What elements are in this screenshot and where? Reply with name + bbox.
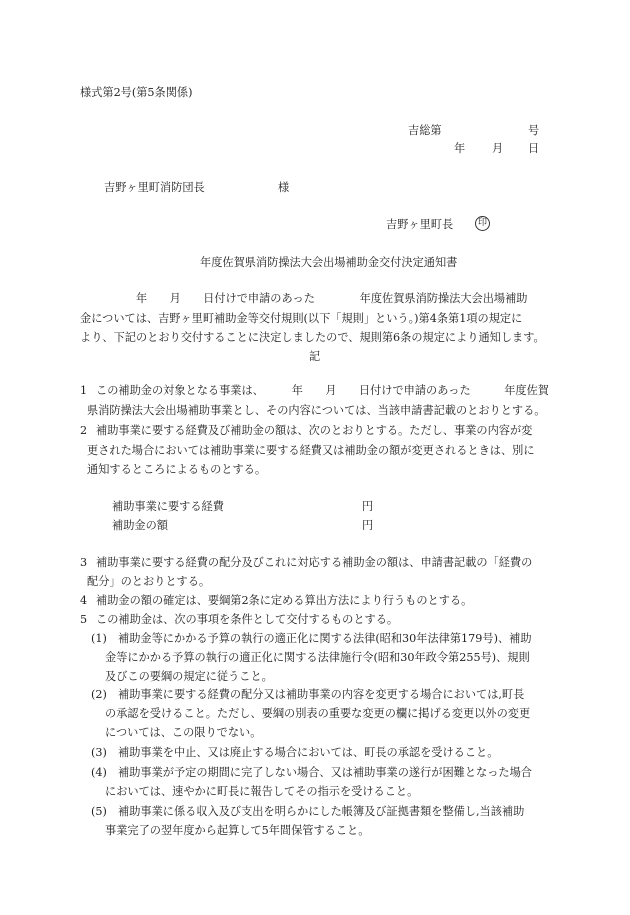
item-1-line-1: この補助金の対象となる事業は、 年 月 日付けで申請のあった 年度佐賀 [96, 384, 549, 397]
form-label: 様式第2号(第5条関係) [80, 86, 193, 99]
item-2-line-1: 補助事業に要する経費及び補助金の額は、次のとおりとする。ただし、事業の内容が変 [96, 424, 533, 437]
condition-2-number: (2) [91, 688, 107, 701]
condition-5-line-2: 事業完了の翌年度から起算して5年間保管すること。 [105, 824, 370, 837]
seal-mark: 印 [475, 216, 490, 231]
item-2-number: 2 [80, 424, 88, 437]
amount-cost-unit: 円 [362, 500, 374, 513]
condition-4-line-2: においては、速やかに町長に報告してその指示を受けること。 [105, 785, 419, 798]
ki-heading: 記 [309, 350, 321, 363]
item-4-number: 4 [80, 594, 88, 607]
addressee-name: 吉野ヶ里町消防団長 [104, 181, 205, 194]
doc-number-suffix: 号 [528, 124, 540, 137]
condition-5-line-1: 補助事業に係る収入及び支出を明らかにした帳簿及び証拠書類を整備し,当該補助 [118, 805, 525, 818]
addressee-honorific: 様 [278, 181, 290, 194]
item-3-line-2: 配分」のとおりとする。 [87, 575, 211, 588]
date-month: 月 [492, 142, 504, 155]
condition-2-line-3: については、この限りでない。 [105, 726, 262, 739]
condition-5-number: (5) [91, 805, 107, 818]
amount-cost-label: 補助事業に要する経費 [112, 500, 224, 513]
item-5-number: 5 [80, 613, 88, 626]
condition-2-line-1: 補助事業に要する経費の配分又は補助事業の内容を変更する場合においては,町長 [118, 688, 525, 701]
doc-number-prefix: 吉総第 [408, 124, 442, 137]
amount-grant-label: 補助金の額 [112, 519, 168, 532]
intro-line-2: 金については、吉野ヶ里町補助金等交付規則(以下「規則」という。)第4条第1項の規定に [80, 312, 523, 325]
condition-3-line-1: 補助事業を中止、又は廃止する場合においては、町長の承認を受けること。 [118, 746, 499, 759]
condition-4-line-1: 補助事業が予定の期間に完了しない場合、又は補助事業の遂行が困難となった場合 [118, 766, 532, 779]
item-5-line-1: この補助金は、次の事項を条件として交付するものとする。 [96, 613, 399, 626]
intro-line-3: より、下記のとおり交付することに決定しましたので、規則第6条の規定により通知します。 [80, 331, 545, 344]
condition-3-number: (3) [91, 746, 107, 759]
item-1-line-2: 県消防操法大会出場補助事業とし、その内容については、当該申請書記載のとおりとする。 [87, 404, 546, 417]
date-year: 年 [454, 142, 466, 155]
item-2-line-3: 通知するところによるものとする。 [87, 463, 267, 476]
condition-4-number: (4) [91, 766, 107, 779]
item-4-line-1: 補助金の額の確定は、要綱第2条に定める算出方法により行うものとする。 [96, 594, 473, 607]
item-2-line-2: 更された場合においては補助事業に要する経費又は補助金の額が変更されるときは、別に [87, 444, 535, 457]
item-3-line-1: 補助事業に要する経費の配分及びこれに対応する補助金の額は、申請書記載の「経費の [96, 556, 533, 569]
item-1-number: 1 [80, 384, 88, 397]
condition-1-line-1: 補助金等にかかる予算の執行の適正化に関する法律(昭和30年法律第179号)、補助 [118, 632, 532, 645]
sender-name: 吉野ヶ里町長 [386, 218, 454, 231]
intro-line-1: 年 月 日付けで申請のあった 年度佐賀県消防操法大会出場補助 [136, 292, 528, 305]
document-title: 年度佐賀県消防操法大会出場補助金交付決定通知書 [200, 256, 458, 269]
condition-1-line-2: 金等にかかる予算の執行の適正化に関する法律施行令(昭和30年政令第255号)、規則 [105, 651, 530, 664]
condition-1-line-3: 及びこの要綱の規定に従うこと。 [105, 670, 273, 683]
condition-1-number: (1) [91, 632, 107, 645]
date-day: 日 [528, 142, 540, 155]
amount-grant-unit: 円 [362, 519, 374, 532]
condition-2-line-2: の承認を受けること。ただし、要綱の別表の重要な変更の欄に掲げる変更以外の変更 [105, 707, 531, 720]
item-3-number: 3 [80, 556, 88, 569]
